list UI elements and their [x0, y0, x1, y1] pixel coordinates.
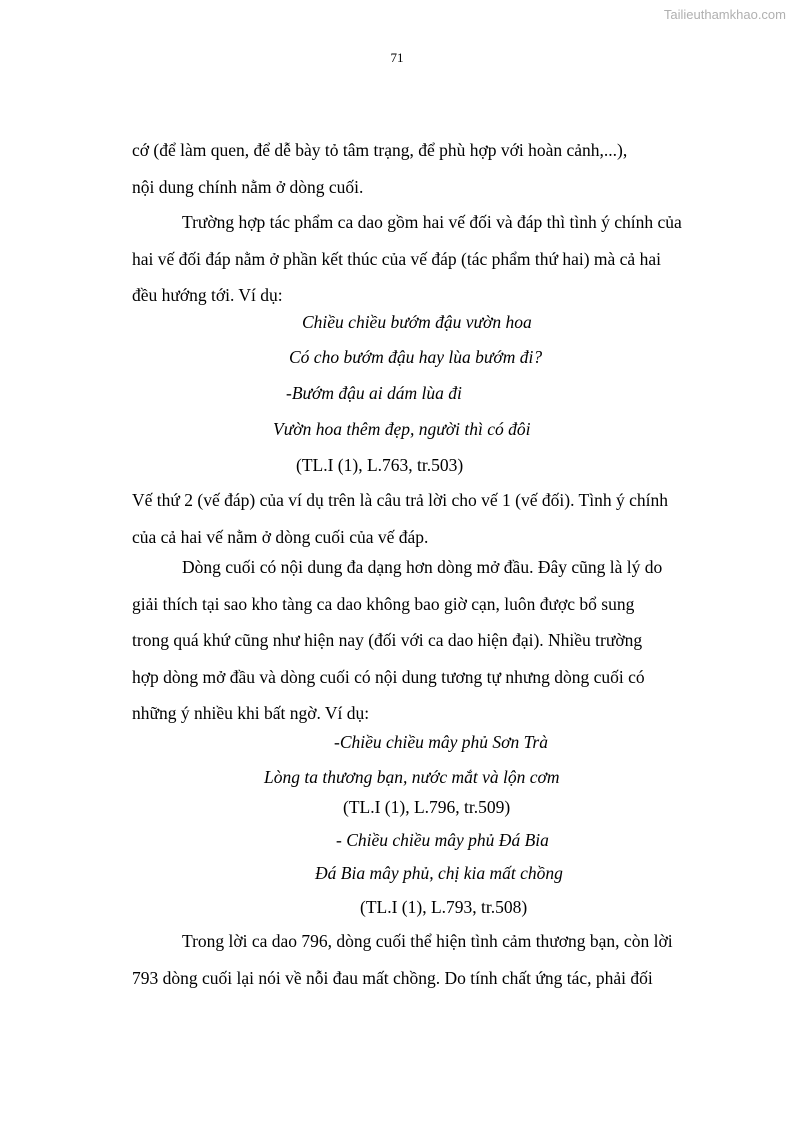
citation: (TL.I (1), L.763, tr.503): [296, 455, 464, 475]
text-line: giải thích tại sao kho tàng ca dao không bao giờ cạn, luôn được bổ sung: [132, 593, 635, 614]
text-line: trong quá khứ cũng như hiện nay (đối với ca dao hiện đại). Nhiều trường: [132, 630, 643, 650]
poem-line: Lòng ta thương bạn, nước mắt và lộn cơm: [264, 767, 560, 787]
text-line: Trong lời ca dao 796, dòng cuối thể hiện tình cảm thương bạn, còn lời: [182, 931, 673, 951]
citation: (TL.I (1), L.796, tr.509): [343, 797, 511, 817]
poem-line: Vườn hoa thêm đẹp, người thì có đôi: [273, 419, 531, 439]
paragraph-4: [132, 549, 720, 732]
poem-line: Có cho bướm đậu hay lùa bướm đi?: [289, 347, 543, 367]
poem-line: - Chiều chiều mây phủ Đá Bia: [336, 830, 549, 850]
paragraph-3: [132, 482, 720, 555]
text-line: hai vế đối đáp nằm ở phần kết thúc của vế đáp (tác phẩm thứ hai) mà cả hai: [132, 248, 661, 269]
poem-line: Đá Bia mây phủ, chị kia mất chồng: [315, 863, 563, 883]
text-line: những ý nhiều khi bất ngờ. Ví dụ:: [132, 703, 370, 723]
text-line: nội dung chính nằm ở dòng cuối.: [132, 176, 364, 197]
page-number: 71: [390, 50, 404, 65]
paragraph-2: [132, 204, 720, 314]
paragraph-1: [132, 132, 720, 205]
text-line: đều hướng tới. Ví dụ:: [132, 285, 283, 305]
poem-line: -Bướm đậu ai dám lùa đi: [286, 383, 462, 403]
watermark: Tailieuthamkhao.com: [663, 7, 786, 22]
text-line: Trường hợp tác phẩm ca dao gồm hai vế đối và đáp thì tình ý chính của: [182, 212, 682, 232]
text-line: cớ (để làm quen, để dễ bày tỏ tâm trạng, để phù hợp với hoàn cảnh,...),: [132, 140, 628, 160]
poem-line: -Chiều chiều mây phủ Sơn Trà: [334, 732, 548, 752]
text-line: hợp dòng mở đầu và dòng cuối có nội dung tương tự nhưng dòng cuối có: [132, 666, 645, 687]
text-line: của cả hai vế nằm ở dòng cuối của vế đáp.: [132, 526, 429, 547]
text-line: Dòng cuối có nội dung đa dạng hơn dòng mở đầu. Đây cũng là lý do: [182, 557, 663, 577]
text-line: Vế thứ 2 (vế đáp) của ví dụ trên là câu trả lời cho vế 1 (vế đối). Tình ý chính: [132, 490, 668, 510]
text-line: 793 dòng cuối lại nói về nỗi đau mất chồng. Do tính chất ứng tác, phải đối: [132, 967, 653, 988]
paragraph-5: [132, 923, 720, 996]
poem-line: Chiều chiều bướm đậu vườn hoa: [302, 312, 532, 332]
citation: (TL.I (1), L.793, tr.508): [360, 897, 528, 917]
